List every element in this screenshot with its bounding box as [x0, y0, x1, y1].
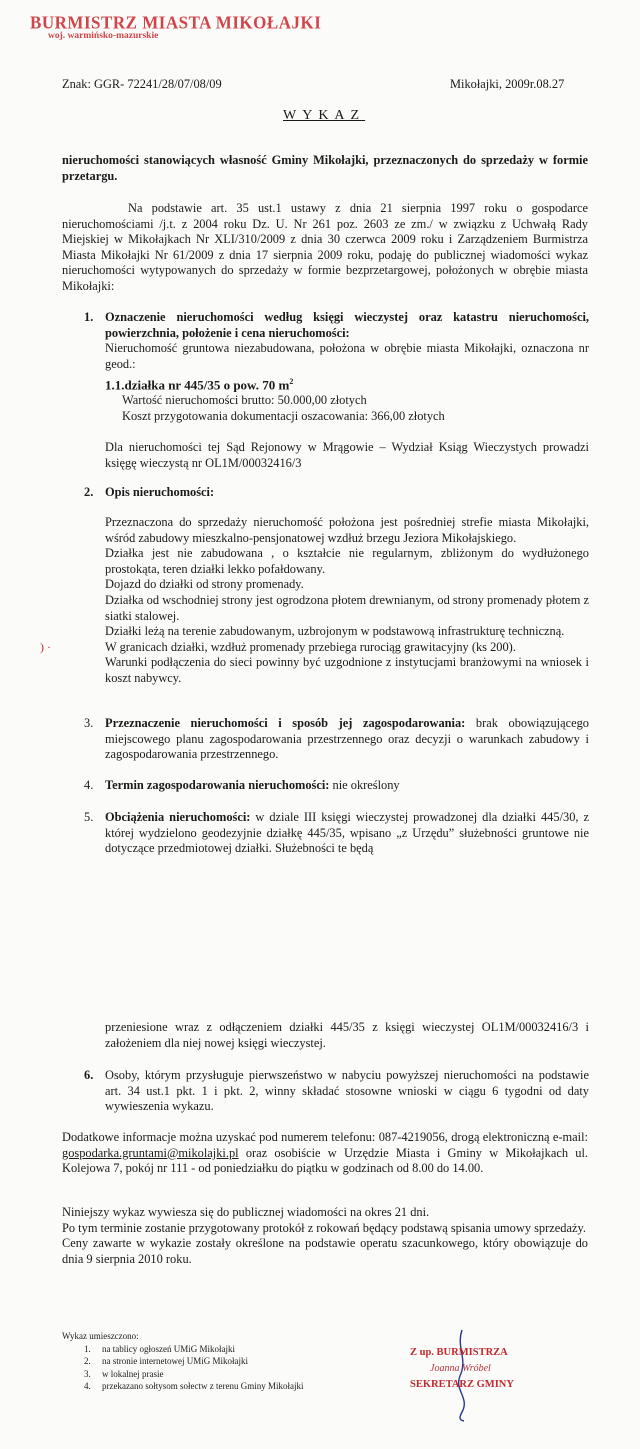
section2-number: 2.	[84, 485, 94, 499]
parcel-cost: Koszt przygotowania dokumentacji oszacowania: 366,00 złotych	[122, 408, 445, 423]
signature-line-2: Joanna Wróbel	[430, 1363, 491, 1374]
section5-text: w dziale III księgi wieczystej prowadzonej dla działki 445/30, z której wydzielono geodezyjnie działkę 445/35, wpisano „z Urzędu” służebności gruntowe nie dotyczące przedmiotowej działki. Służebności te będą	[105, 810, 589, 856]
document-title: WYKAZ	[283, 108, 366, 123]
header-stamp	[30, 14, 321, 42]
section2-p1: Przeznaczona do sprzedaży nieruchomość położona jest pośredniej strefie miasta Mikołajki, wśród zabudowy mieszkalno-pensjonatowej wzdłuż brzegu Jeziora Mikołajskiego.	[105, 515, 589, 545]
section6-number: 6.	[84, 1068, 94, 1082]
posted-item-num: 3.	[84, 1368, 91, 1379]
posted-item	[62, 1343, 382, 1356]
section2-p3: Dojazd do działki od strony promenady.	[105, 577, 304, 592]
posted-item	[62, 1380, 382, 1393]
signature-stamp	[410, 1345, 514, 1393]
section1-body	[105, 310, 589, 472]
section4-heading: Termin zagospodarowania nieruchomości:	[105, 778, 330, 792]
section3-number: 3.	[84, 716, 94, 730]
contact-before: Dodatkowe informacje można uzyskać pod numerem telefonu: 087-4219056, drogą elektroniczną e-mail:	[62, 1130, 588, 1144]
court-info: Dla nieruchomości tej Sąd Rejonowy w Mrągowie – Wydział Ksiąg Wieczystych prowadzi księgę wieczystą nr OL1M/00032416/3	[105, 440, 589, 471]
reference-number: Znak: GGR- 72241/28/07/08/09	[62, 77, 222, 91]
posted-list	[62, 1330, 382, 1393]
section2-p6: W granicach działki, wzdłuż promenady przebiega rurociąg grawitacyjny (ks 200).	[105, 639, 516, 654]
closing-block	[62, 1205, 588, 1267]
parcel-value: Wartość nieruchomości brutto: 50.000,00 złotych	[122, 393, 367, 408]
section2-p7: Warunki podłączenia do sieci powinny być uzgodnione z instytucjami branżowymi na wniosek i koszt nabywcy.	[105, 655, 589, 685]
intro-paragraph: Na podstawie art. 35 ust.1 ustawy z dnia 21 sierpnia 1997 roku o gospodarce nieruchomościami /j.t. z 2004 roku Dz. U. Nr 261 poz. 2603 ze zm./ w związku z Uchwałą Rady Miejskiej w Mikołajkach Nr XLI/310/2009 z dnia 30 czerwca 2009 roku i Zarządzeniem Burmistrza Miasta Mikołajki Nr 61/2009 z dnia 17 sierpnia 2009 roku, podaję do publicznej wiadomości wykaz nieruchomości wytypowanych do sprzedaży w formie bezprzetargowej, położonych w obrębie miasta Mikołajki:	[62, 201, 588, 293]
contact-paragraph	[62, 1130, 588, 1177]
place-date: Mikołajki, 2009r.08.27	[450, 77, 565, 91]
closing-p1: Niniejszy wykaz wywiesza się do publicznej wiadomości na okres 21 dni.	[62, 1205, 430, 1219]
posted-heading: Wykaz umieszczono:	[62, 1331, 139, 1341]
posted-item	[62, 1355, 382, 1368]
section5-continued: przeniesione wraz z odłączeniem działki 445/35 z księgi wieczystej OL1M/00032416/3 i założeniem dla niej nowej księgi wieczystej.	[105, 1020, 589, 1050]
signature-line-1: Z up. BURMISTRZA	[410, 1347, 508, 1358]
posted-item-num: 1.	[84, 1343, 91, 1354]
section3-text: brak obowiązującego miejscowego planu zagospodarowania przestrzennego oraz decyzji o warunkach zabudowy i zagospodarowania przestrzennego.	[105, 716, 589, 762]
section4-number: 4.	[84, 778, 94, 792]
posted-item	[62, 1368, 382, 1381]
document-subtitle: nieruchomości stanowiących własność Gminy Mikołajki, przeznaczonych do sprzedaży w formie przetargu.	[62, 153, 588, 183]
posted-item-text: na stronie internetowej UMiG Mikołajki	[102, 1356, 248, 1366]
signature-line-3: SEKRETARZ GMINY	[410, 1379, 514, 1390]
posted-item-num: 4.	[84, 1381, 91, 1391]
section2-body	[105, 515, 589, 687]
posted-item-text: przekazano sołtysom sołectw z terenu Gminy Mikołajki	[102, 1381, 304, 1391]
section1-number: 1.	[84, 310, 94, 324]
section5-body	[105, 810, 589, 857]
section4-text: nie określony	[329, 778, 400, 792]
section2-heading: Opis nieruchomości:	[105, 485, 215, 499]
section6-text: Osoby, którym przysługuje pierwszeństwo w nabyciu powyższej nieruchomości na podstawie art. 34 ust.1 pkt. 1 i pkt. 2, winny składać stosowne wnioski w ciągu 6 tygodni od daty wywieszenia wykazu.	[105, 1068, 589, 1114]
section5-number: 5.	[84, 810, 94, 824]
parcel-line	[105, 374, 589, 393]
closing-p2: Po tym terminie zostanie przygotowany protokół z rokowań będący podstawą spisania umowy sprzedaży.	[62, 1220, 586, 1235]
section4-body	[105, 778, 589, 794]
parcel-text: 1.1.działka nr 445/35 o pow. 70 m	[105, 377, 290, 393]
contact-email-link[interactable]: gospodarka.gruntami@mikolajki.pl	[62, 1145, 239, 1160]
parcel-unit-sup: 2	[289, 377, 294, 387]
section2-p4: Działka od wschodniej strony jest ogrodzona płotem drewnianym, od strony promenady płotem z siatki stalowej.	[105, 592, 589, 623]
section2-p5: Działki leżą na terenie zabudowanym, uzbrojonym w podstawową infrastrukturę techniczną.	[105, 624, 565, 639]
stamp-line-2: woj. warmińsko-mazurskie	[48, 30, 159, 41]
posted-item-num: 2.	[84, 1356, 91, 1366]
margin-mark-icon: ) ·	[40, 640, 51, 654]
stamp-line-1: BURMISTRZ MIASTA MIKOŁAJKI	[30, 12, 322, 33]
section5-heading: Obciążenia nieruchomości:	[105, 810, 251, 824]
closing-p3: Ceny zawarte w wykazie zostały określone na podstawie operatu szacunkowego, który obowiązuje do dnia 9 sierpnia 2010 roku.	[62, 1236, 588, 1266]
section2-p2: Działka jest nie zabudowana , o kształcie nie regularnym, zbliżonym do wydłużonego prostokąta, teren działki lekko pofałdowany.	[105, 546, 589, 576]
section3-heading: Przeznaczenie nieruchomości i sposób jej zagospodarowania:	[105, 716, 466, 730]
contact-after: oraz osobiście w Urzędzie Miasta i Gminy w Mikołajkach ul. Kolejowa 7, pokój nr 111 - od poniedziałku do piątku w godzinach od 8.00 do 14.00.	[62, 1145, 588, 1176]
posted-item-text: na tablicy ogłoszeń UMiG Mikołajki	[102, 1343, 235, 1354]
section3-body	[105, 716, 589, 763]
section1-heading: Oznaczenie nieruchomości według księgi wieczystej oraz katastru nieruchomości, powierzchnia, położenie i cena nieruchomości:	[105, 310, 589, 340]
posted-item-text: w lokalnej prasie	[102, 1368, 164, 1379]
section1-desc: Nieruchomość gruntowa niezabudowana, położona w obrębie miasta Mikołajki, oznaczona nr geod.:	[105, 341, 589, 371]
